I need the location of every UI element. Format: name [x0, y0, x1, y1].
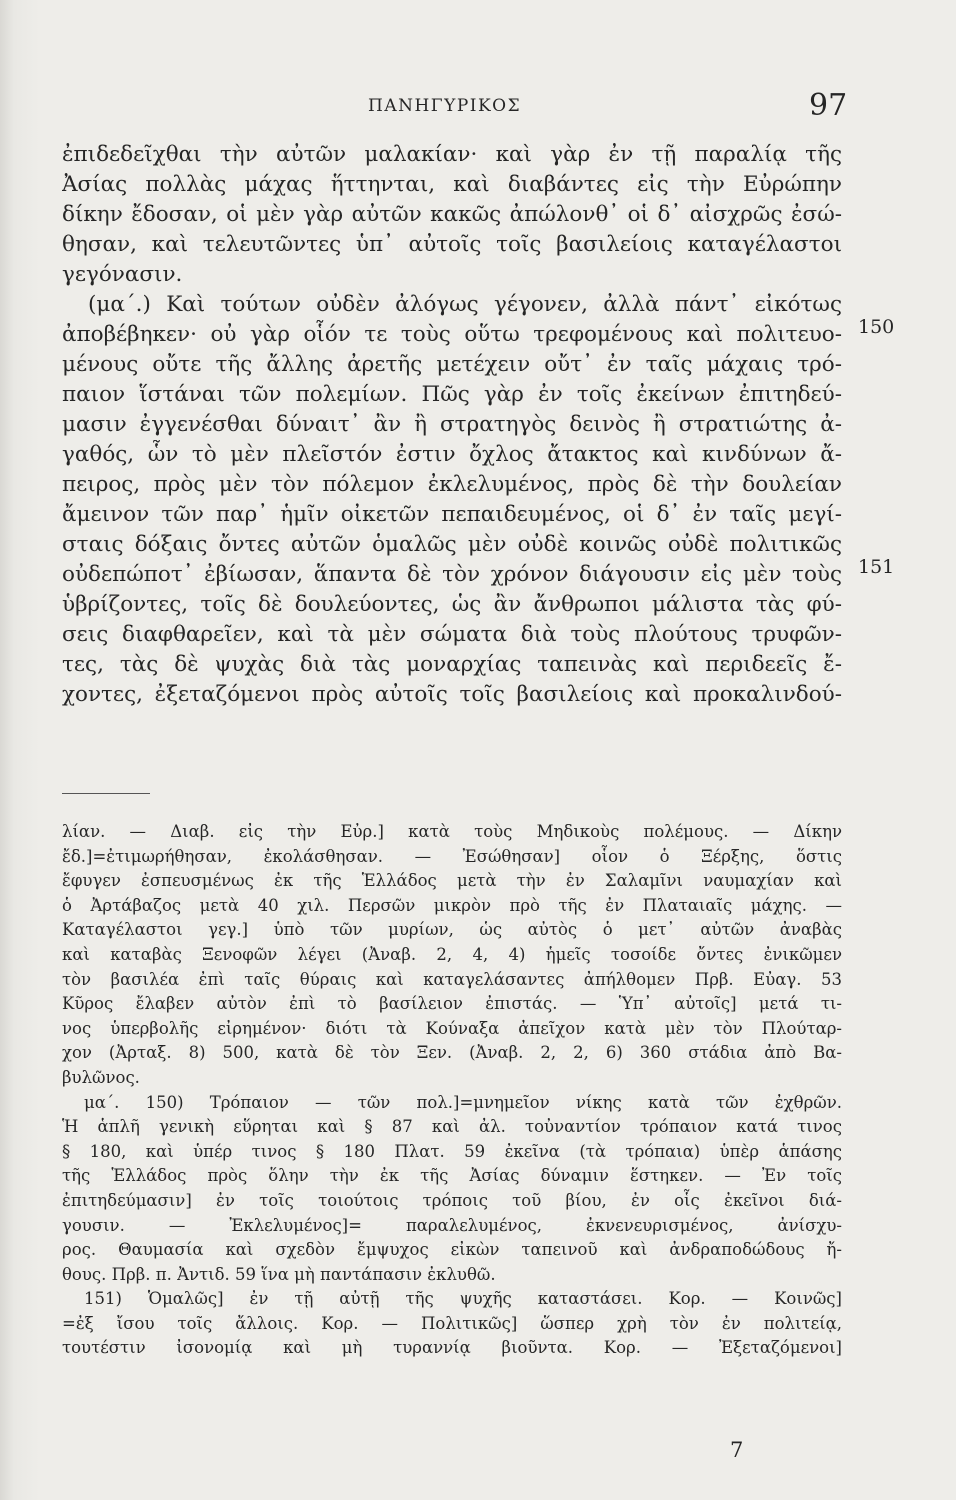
text-line: (μα΄.) Καὶ τούτων οὐδὲν ἀλόγως γέγονεν, ἀλλὰ πάντ᾽ εἰκότως	[88, 292, 842, 317]
page-number: 97	[809, 88, 848, 123]
text-line: ἄμεινον τῶν παρ᾽ ἡμῖν οἰκετῶν πεπαιδευμένος, οἱ δ᾽ ἐν ταῖς μεγί-	[62, 502, 842, 527]
note-line: λίαν. — Διαβ. εἰς τὴν Εὐρ.] κατὰ τοὺς Μηδικοὺς πολέμους. — Δίκην	[62, 822, 842, 841]
main-text	[62, 140, 842, 710]
text-line: σταις δόξαις ὄντες αὐτῶν ὁμαλῶς μὲν οὐδὲ κοινῶς οὐδὲ πολιτικῶς	[62, 532, 842, 557]
note-line: τὸν βασιλέα ἐπὶ ταῖς θύραις καὶ καταγελάσαντες ἀπήλθομεν Πρβ. Εὐαγ. 53	[62, 969, 842, 989]
text-line: γαθός, ὧν τὸ μὲν πλεῖστόν ἐστιν ὄχλος ἄτακτος καὶ κινδύνων ἄ-	[62, 442, 842, 467]
text-line: μασιν ἐγγενέσθαι δύναιτ᾽ ἂν ἢ στρατηγὸς δεινὸς ἢ στρατιώτης ἀ-	[62, 412, 842, 437]
note-line: ὁ Ἀρτάβαζος μετὰ 40 χιλ. Περσῶν μικρὸν πρὸ τῆς ἐν Πλαταιαῖς μάχης. —	[62, 895, 842, 915]
text-line: σεις διαφθαρεῖεν, καὶ τὰ μὲν σώματα διὰ τοὺς πλούτους τρυφῶν-	[62, 622, 842, 647]
note-line: Καταγέλαστοι γεγ.] ὑπὸ τῶν μυρίων, ὡς αὐτὸς ὁ μετ᾽ αὐτῶν ἀναβὰς	[62, 920, 842, 940]
note-line: γουσιν. — Ἐκλελυμένος]= παραλελυμένος, ἐκνενευρισμένος, ἀνίσχυ-	[62, 1215, 842, 1235]
text-line: γεγόνασιν.	[62, 262, 183, 287]
text-line: θησαν, καὶ τελευτῶντες ὑπ᾽ αὐτοῖς τοῖς βασιλείοις καταγέλαστοι	[62, 232, 842, 257]
text-line: χοντες, ἐξεταζόμενοι πρὸς αὐτοῖς τοῖς βασιλείοις καὶ προκαλινδού-	[62, 682, 842, 707]
text-line: οὐδεπώποτ᾽ ἐβίωσαν, ἅπαντα δὲ τὸν χρόνον διάγουσιν εἰς μὲν τοὺς	[62, 562, 842, 587]
text-line: Ἀσίας πολλὰς μάχας ἥττηνται, καὶ διαβάντες εἰς τὴν Εὐρώπην	[62, 172, 842, 197]
footnote-separator	[62, 793, 150, 794]
note-line: § 180, καὶ ὑπέρ τινος § 180 Πλατ. 59 ἐκεῖνα (τὰ τρόπαια) ὑπὲρ ἁπάσης	[62, 1141, 842, 1161]
text-line: μένους οὔτε τῆς ἄλλης ἀρετῆς μετέχειν οὔτ᾽ ἐν ταῖς μάχαις τρό-	[62, 352, 842, 377]
text-line: παιον ἵστάναι τῶν πολεμίων. Πῶς γὰρ ἐν τοῖς ἐκείνων ἐπιτηδεύ-	[62, 382, 842, 407]
note-line: Ἡ ἁπλῆ γενικὴ εὕρηται καὶ § 87 καὶ ἀλ. τοὐναντίον τρόπαιον κατά τινος	[62, 1117, 842, 1137]
note-line: βυλῶνος.	[62, 1067, 140, 1087]
note-line: 151) Ὁμαλῶς] ἐν τῇ αὐτῇ τῆς ψυχῆς καταστάσει. Κορ. — Κοινῶς]	[84, 1289, 842, 1309]
margin-section-number: 151	[858, 556, 895, 578]
note-line: τουτέστιν ἰσονομίᾳ καὶ μὴ τυραννίᾳ βιοῦντα. Κορ. — Ἐξεταζόμενοι]	[62, 1338, 842, 1358]
note-line: νος ὑπερβολῆς εἰρημένον· διότι τὰ Κούναξα ἀπεῖχον κατὰ μὲν τὸν Πλούταρ-	[62, 1018, 842, 1038]
note-line: =ἐξ ἴσου τοῖς ἄλλοις. Κορ. — Πολιτικῶς] ὥσπερ χρὴ τὸν ἐν πολιτείᾳ,	[62, 1313, 842, 1333]
note-line: τῆς Ἑλλάδος πρὸς ὅλην τὴν ἐκ τῆς Ἀσίας δύναμιν ἕστηκεν. — Ἐν τοῖς	[62, 1166, 842, 1186]
text-line: ἀποβέβηκεν· οὐ γὰρ οἷόν τε τοὺς οὕτω τρεφομένους καὶ πολιτευο-	[62, 322, 842, 347]
text-line: ἐπιδεδεῖχθαι τὴν αὐτῶν μαλακίαν· καὶ γὰρ ἐν τῇ παραλίᾳ τῆς	[62, 142, 842, 167]
note-line: χον (Ἀρταξ. 8) 500, κατὰ δὲ τὸν Ξεν. (Ἀναβ. 2, 2, 6) 360 στάδια ἀπὸ Βα-	[62, 1043, 842, 1063]
running-title: ΠΑΝΗΓΥΡΙΚΟΣ	[368, 96, 522, 116]
note-line: Κῦρος ἔλαβεν αὐτὸν ἐπὶ τὸ βασίλειον ἐπιστάς. — Ὑπ᾽ αὐτοῖς] μετά τι-	[62, 994, 842, 1014]
signature-mark: 7	[730, 1438, 744, 1462]
note-line: μα΄. 150) Τρόπαιον — τῶν πολ.]=μνημεῖον νίκης κατὰ τῶν ἐχθρῶν.	[84, 1092, 842, 1112]
margin-section-number: 150	[858, 316, 895, 338]
note-line: ἔφυγεν ἐσπευσμένως ἐκ τῆς Ἑλλάδος μετὰ τὴν ἐν Σαλαμῖνι ναυμαχίαν καὶ	[62, 871, 842, 891]
note-line: καὶ καταβὰς Ξενοφῶν λέγει (Ἀναβ. 2, 4, 4) ἡμεῖς τοσοίδε ὄντες ἐνικῶμεν	[62, 944, 842, 964]
note-line: ρος. Θαυμασία καὶ σχεδὸν ἔμψυχος εἰκὼν ταπεινοῦ καὶ ἀνδραποδώδους ἤ-	[62, 1240, 842, 1260]
text-line: ὑβρίζοντες, τοῖς δὲ δουλεύοντες, ὡς ἂν ἄνθρωποι μάλιστα τὰς φύ-	[62, 592, 842, 617]
note-line: θους. Πρβ. π. Ἀντιδ. 59 ἵνα μὴ παντάπασιν ἐκλυθῶ.	[62, 1264, 496, 1284]
note-line: ἐπιτηδεύμασιν] ἐν τοῖς τοιούτοις τρόποις τοῦ βίου, ἐν οἷς ἐκεῖνοι διά-	[62, 1190, 842, 1210]
text-line: πειρος, πρὸς μὲν τὸν πόλεμον ἐκλελυμένος, πρὸς δὲ τὴν δουλείαν	[62, 472, 842, 497]
text-line: δίκην ἔδοσαν, οἱ μὲν γὰρ αὐτῶν κακῶς ἀπώλονθ᾽ οἱ δ᾽ αἰσχρῶς ἐσώ-	[62, 202, 842, 227]
page-header	[0, 86, 956, 126]
note-line: ἔδ.]=ἐτιμωρήθησαν, ἐκολάσθησαν. — Ἐσώθησαν] οἷον ὁ Ξέρξης, ὅστις	[62, 846, 842, 866]
commentary-notes	[62, 820, 842, 1361]
text-line: τες, τὰς δὲ ψυχὰς διὰ τὰς μοναρχίας ταπεινὰς καὶ περιδεεῖς ἔ-	[62, 652, 842, 677]
